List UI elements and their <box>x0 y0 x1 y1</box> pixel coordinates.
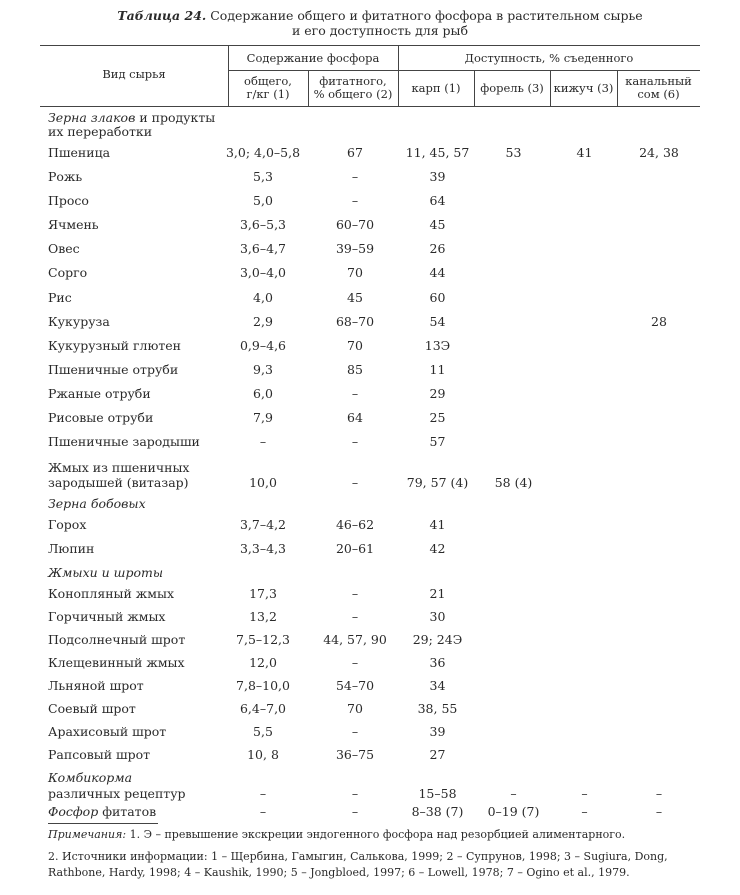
header-coho-salmon: кижуч (3) <box>553 81 614 95</box>
cell-carp: 25 <box>429 410 446 425</box>
cell-carp: 54 <box>429 314 446 329</box>
cell-total: 10,0 <box>249 475 277 490</box>
header-channel-catfish <box>617 75 700 101</box>
table-row <box>0 585 740 603</box>
cell-total: 17,3 <box>249 586 277 601</box>
cell-material: Пшеничные зародыши <box>48 434 200 449</box>
cell-total: 5,5 <box>253 724 273 739</box>
section-cereal-grains <box>48 110 215 125</box>
cell-total: 7,8–10,0 <box>236 678 290 693</box>
cell-phytate: 64 <box>347 410 363 425</box>
header-total-phosphorus <box>228 75 308 101</box>
cell-phytate: – <box>351 475 359 490</box>
cell-carp: 11 <box>429 362 446 377</box>
cell-phytate: 20–61 <box>335 541 375 556</box>
table-row <box>0 192 740 210</box>
table-row <box>0 144 740 162</box>
header-catfish-line2: сом (6) <box>637 87 680 101</box>
cell-carp: 45 <box>429 217 446 232</box>
header-catfish-line1: канальный <box>625 74 692 88</box>
cell-catfish: – <box>655 804 663 819</box>
cell-total: 2,9 <box>253 314 273 329</box>
cell-material: Арахисовый шрот <box>48 724 167 739</box>
table-row <box>0 474 740 492</box>
table-note-2-line2: Rathbone, Hardy, 1998; 4 – Kaushik, 1990; 5 – Jongbloed, 1997; 6 – Lowell, 1978; 7 – Ogino et al., 1979. <box>48 866 630 879</box>
cell-trout: 58 (4) <box>494 475 533 490</box>
availability-group-rule <box>398 70 700 71</box>
table-row <box>0 385 740 403</box>
cell-total: 6,0 <box>253 386 273 401</box>
cell-material: Ржаные отруби <box>48 386 151 401</box>
table-row <box>0 216 740 234</box>
cell-phytate: 70 <box>347 701 363 716</box>
cell-phytate: – <box>351 169 359 184</box>
cell-total: 5,3 <box>253 169 273 184</box>
cell-total: 7,5–12,3 <box>236 632 290 647</box>
cell-total: 9,3 <box>253 362 273 377</box>
table-row <box>0 289 740 307</box>
header-total-line2: г/кг (1) <box>246 87 290 101</box>
content-group-rule <box>228 70 398 71</box>
table-note-1 <box>48 827 698 843</box>
cell-salmon: – <box>581 804 588 819</box>
section-phytate-italic: Фосфор <box>48 804 99 819</box>
cell-total: 3,6–4,7 <box>239 241 286 256</box>
header-phytate-line1: фитатного, <box>319 74 387 88</box>
table-row <box>0 723 740 741</box>
table-row <box>0 631 740 649</box>
cell-total: 13,2 <box>249 609 277 624</box>
section-compound-feeds: Комбикорма <box>48 770 133 785</box>
cell-carp: 34 <box>429 678 446 693</box>
cell-phytate: 46–62 <box>335 517 375 532</box>
cell-carp: 38, 55 <box>417 701 458 716</box>
cell-material: Пшеничные отруби <box>48 362 179 377</box>
notes-rule <box>48 823 158 824</box>
cell-total: – <box>259 786 267 801</box>
cell-material: Льняной шрот <box>48 678 144 693</box>
cell-carp: 29; 24Э <box>412 632 463 647</box>
cell-material: Соевый шрот <box>48 701 136 716</box>
cell-carp: 8–38 (7) <box>411 804 464 819</box>
header-material-type: Вид сырья <box>102 67 166 81</box>
table-row <box>0 746 740 764</box>
table-row <box>0 700 740 718</box>
cell-carp: 64 <box>429 193 446 208</box>
table-row <box>0 361 740 379</box>
cell-total: 3,6–5,3 <box>239 217 286 232</box>
cell-carp: 29 <box>429 386 446 401</box>
cell-carp: 30 <box>429 609 446 624</box>
cell-phytate: 60–70 <box>335 217 375 232</box>
table-row <box>0 409 740 427</box>
cell-trout: – <box>510 786 517 801</box>
cell-phytate: 44, 57, 90 <box>323 632 387 647</box>
note-1-text: 1. Э – превышение экскреции эндогенного фосфора над резорбцией алиментарного. <box>126 828 626 841</box>
cell-carp: 36 <box>429 655 446 670</box>
cell-total: – <box>259 804 267 819</box>
section-compound-feeds-line2: различных рецептур <box>48 786 186 801</box>
cell-catfish: 28 <box>651 314 667 329</box>
cell-total: 0,9–4,6 <box>239 338 286 353</box>
cell-phytate: – <box>351 724 359 739</box>
cell-total: 5,0 <box>253 193 273 208</box>
cell-material: Клещевинный жмых <box>48 655 185 670</box>
cell-total: 6,4–7,0 <box>239 701 286 716</box>
cell-material: Горох <box>48 517 87 532</box>
section-oil-cakes: Жмыхи и шроты <box>48 565 164 580</box>
header-total-line1: общего, <box>244 74 292 88</box>
cell-phytate: – <box>351 386 359 401</box>
cell-material: Сорго <box>48 265 88 280</box>
cell-salmon: 41 <box>576 145 593 160</box>
cell-carp: 57 <box>429 434 446 449</box>
cell-phytate: – <box>351 434 359 449</box>
cell-material: Рис <box>48 290 72 305</box>
table-top-rule <box>40 45 700 46</box>
cell-catfish: – <box>655 786 663 801</box>
table-row <box>0 264 740 282</box>
cell-phytate: 36–75 <box>335 747 375 762</box>
table-row <box>0 785 740 803</box>
cell-carp: 21 <box>429 586 446 601</box>
table-row <box>0 803 740 821</box>
cell-material: Рисовые отруби <box>48 410 154 425</box>
table-row <box>0 337 740 355</box>
section-cereal-grains-rest: и продукты <box>135 110 216 125</box>
section-cereal-grains-italic: Зерна злаков <box>48 110 136 125</box>
header-carp: карп (1) <box>411 81 461 95</box>
cell-material: Пшеница <box>48 145 111 160</box>
section-cereal-grains-line2: их переработки <box>48 124 153 139</box>
table-row <box>0 540 740 558</box>
cell-phytate: – <box>351 786 359 801</box>
table-row <box>0 168 740 186</box>
cell-catfish: 24, 38 <box>639 145 679 160</box>
cell-material-line2: зародышей (витазар) <box>48 475 189 490</box>
table-row <box>0 240 740 258</box>
cell-material: Рапсовый шрот <box>48 747 151 762</box>
cell-material: Горчичный жмых <box>48 609 166 624</box>
header-phytate-phosphorus <box>308 75 398 101</box>
cell-material: Ячмень <box>48 217 99 232</box>
cell-total: 4,0 <box>253 290 273 305</box>
cell-salmon: – <box>581 786 588 801</box>
header-phosphorus-content: Содержание фосфора <box>246 51 380 65</box>
header-bottom-rule <box>40 106 700 107</box>
cell-phytate: – <box>351 609 359 624</box>
cell-phytate: 68–70 <box>335 314 375 329</box>
cell-carp: 15–58 <box>418 786 457 801</box>
section-phytate-rest: фитатов <box>98 804 157 819</box>
cell-trout: 0–19 (7) <box>487 804 540 819</box>
table-label: Таблица 24. <box>117 8 207 23</box>
cell-phytate: 70 <box>347 265 363 280</box>
cell-phytate: 70 <box>347 338 363 353</box>
cell-material: Рожь <box>48 169 83 184</box>
cell-carp: 11, 45, 57 <box>405 145 470 160</box>
cell-material: Кукуруза <box>48 314 110 329</box>
cell-carp: 27 <box>429 747 446 762</box>
table-caption-line1 <box>60 8 700 23</box>
cell-material: Просо <box>48 193 89 208</box>
cell-material: Кукурузный глютен <box>48 338 181 353</box>
cell-phytate: 39–59 <box>335 241 375 256</box>
cell-phytate: 45 <box>347 290 363 305</box>
cell-material: Подсолнечный шрот <box>48 632 186 647</box>
table-row <box>0 313 740 331</box>
header-trout: форель (3) <box>480 81 544 95</box>
cell-phytate: 67 <box>347 145 363 160</box>
cell-material: Жмых из пшеничных <box>48 460 190 475</box>
cell-phytate: 54–70 <box>335 678 375 693</box>
cell-phytate: – <box>351 586 359 601</box>
notes-label: Примечания: <box>48 828 127 841</box>
cell-total: 3,3–4,3 <box>239 541 286 556</box>
cell-phytate: – <box>351 193 359 208</box>
table-title: Содержание общего и фитатного фосфора в растительном сырье <box>210 8 643 23</box>
cell-phytate: 85 <box>347 362 363 377</box>
cell-carp: 26 <box>429 241 446 256</box>
cell-trout: 53 <box>505 145 522 160</box>
section-legumes: Зерна бобовых <box>48 496 146 511</box>
table-caption-line2: и его доступность для рыб <box>291 23 469 38</box>
cell-total: 3,0; 4,0–5,8 <box>225 145 301 160</box>
header-phytate-line2: % общего (2) <box>313 87 393 101</box>
table-row <box>0 433 740 451</box>
cell-carp: 44 <box>429 265 446 280</box>
cell-total: – <box>259 434 267 449</box>
cell-total: 12,0 <box>249 655 277 670</box>
cell-carp: 41 <box>429 517 446 532</box>
cell-carp: 42 <box>429 541 446 556</box>
cell-material: Люпин <box>48 541 95 556</box>
cell-phytate: – <box>351 655 359 670</box>
table-note-2-line1: 2. Источники информации: 1 – Щербина, Гамыгин, Салькова, 1999; 2 – Супрунов, 1998; 3 – Sugiura, Dong, <box>48 850 668 863</box>
cell-material: Овес <box>48 241 80 256</box>
cell-total: 3,0–4,0 <box>239 265 286 280</box>
cell-total: 7,9 <box>253 410 273 425</box>
cell-carp: 39 <box>429 169 446 184</box>
cell-carp: 13Э <box>424 338 451 353</box>
cell-carp: 60 <box>429 290 446 305</box>
header-availability: Доступность, % съеденного <box>464 51 634 65</box>
cell-phytate: – <box>351 804 359 819</box>
cell-carp: 79, 57 (4) <box>406 475 469 490</box>
cell-total: 3,7–4,2 <box>239 517 286 532</box>
table-row <box>0 608 740 626</box>
table-row <box>0 654 740 672</box>
table-row <box>0 516 740 534</box>
table-row <box>0 677 740 695</box>
cell-material: Конопляный жмых <box>48 586 175 601</box>
cell-carp: 39 <box>429 724 446 739</box>
cell-total: 10, 8 <box>247 747 279 762</box>
